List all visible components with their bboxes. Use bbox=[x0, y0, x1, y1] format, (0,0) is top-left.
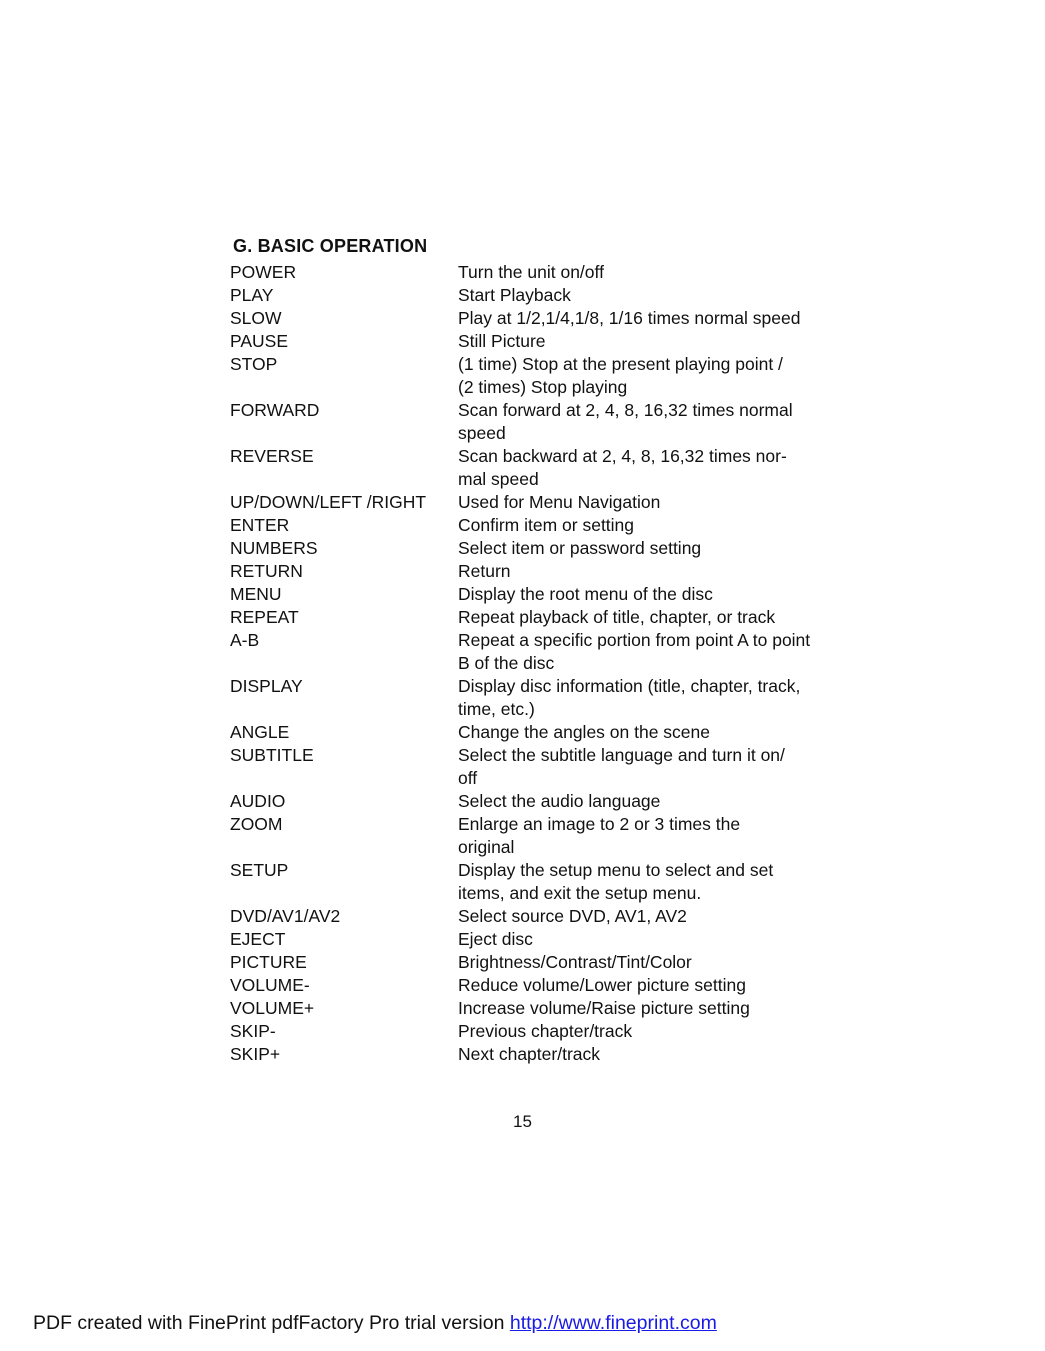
operation-key: POWER bbox=[230, 262, 297, 282]
operation-description-line: Change the angles on the scene bbox=[458, 722, 710, 742]
operation-description-line: mal speed bbox=[458, 469, 539, 489]
operation-description-line: Previous chapter/track bbox=[458, 1021, 633, 1041]
operation-description bbox=[458, 560, 820, 583]
operation-description bbox=[458, 445, 820, 491]
operation-description bbox=[458, 974, 820, 997]
operation-description bbox=[458, 284, 820, 307]
pdf-footer bbox=[33, 1312, 717, 1335]
operation-description-line: Next chapter/track bbox=[458, 1044, 600, 1064]
operation-row bbox=[230, 537, 830, 560]
operation-row bbox=[230, 629, 830, 675]
operation-description-line: Repeat a specific portion from point A to point bbox=[458, 630, 811, 650]
operation-key: EJECT bbox=[230, 929, 286, 949]
operation-key: SLOW bbox=[230, 308, 282, 328]
operation-description bbox=[458, 307, 820, 330]
operation-description bbox=[458, 1043, 820, 1066]
operation-description bbox=[458, 928, 820, 951]
operation-row bbox=[230, 583, 830, 606]
footer-link[interactable]: http://www.fineprint.com bbox=[509, 1312, 717, 1334]
operation-description bbox=[458, 790, 820, 813]
operation-description-line: off bbox=[458, 768, 478, 788]
operation-description-line: Select source DVD, AV1, AV2 bbox=[458, 906, 687, 926]
operation-key: REPEAT bbox=[230, 607, 299, 627]
operation-description-line: Repeat playback of title, chapter, or track bbox=[458, 607, 776, 627]
operation-description-line: Increase volume/Raise picture setting bbox=[458, 998, 750, 1018]
operation-row bbox=[230, 744, 830, 790]
operation-row bbox=[230, 721, 830, 744]
operation-row bbox=[230, 1020, 830, 1043]
operation-key: ZOOM bbox=[230, 814, 283, 834]
operation-key: REVERSE bbox=[230, 446, 314, 466]
operation-key: NUMBERS bbox=[230, 538, 318, 558]
operation-description-line: (1 time) Stop at the present playing point / bbox=[458, 354, 783, 374]
operation-description-line: Confirm item or setting bbox=[458, 515, 635, 535]
operation-row bbox=[230, 330, 830, 353]
operation-key: ENTER bbox=[230, 515, 290, 535]
operation-description bbox=[458, 583, 820, 606]
operation-key: VOLUME+ bbox=[230, 998, 315, 1018]
operation-row bbox=[230, 790, 830, 813]
operation-key: RETURN bbox=[230, 561, 303, 581]
operation-row bbox=[230, 951, 830, 974]
operation-row bbox=[230, 1043, 830, 1066]
operation-row bbox=[230, 560, 830, 583]
operation-description-line: Select the subtitle language and turn it on/ bbox=[458, 745, 785, 765]
operation-row bbox=[230, 675, 830, 721]
footer-text: PDF created with FinePrint pdfFactory Pro trial version bbox=[33, 1312, 510, 1334]
operation-description-line: Turn the unit on/off bbox=[458, 262, 604, 282]
operation-description bbox=[458, 951, 820, 974]
operation-key: STOP bbox=[230, 354, 278, 374]
operation-key: AUDIO bbox=[230, 791, 286, 811]
operation-key: PLAY bbox=[230, 285, 274, 305]
operation-key: ANGLE bbox=[230, 722, 290, 742]
operation-row bbox=[230, 284, 830, 307]
operation-description-line: Play at 1/2,1/4,1/8, 1/16 times normal speed bbox=[458, 308, 801, 328]
operation-description-line: Return bbox=[458, 561, 511, 581]
operation-row bbox=[230, 445, 830, 491]
operation-key: SUBTITLE bbox=[230, 745, 314, 765]
operation-row bbox=[230, 813, 830, 859]
operation-row bbox=[230, 859, 830, 905]
operation-description-line: Select the audio language bbox=[458, 791, 661, 811]
operation-description-line: Brightness/Contrast/Tint/Color bbox=[458, 952, 692, 972]
operation-description-line: original bbox=[458, 837, 515, 857]
operation-description bbox=[458, 905, 820, 928]
operation-description-line: (2 times) Stop playing bbox=[458, 377, 628, 397]
operation-row bbox=[230, 905, 830, 928]
operation-row bbox=[230, 514, 830, 537]
operation-description bbox=[458, 1020, 820, 1043]
operation-key: DISPLAY bbox=[230, 676, 303, 696]
operation-description-line: speed bbox=[458, 423, 506, 443]
operation-key: UP/DOWN/LEFT /RIGHT bbox=[230, 492, 427, 512]
operation-row bbox=[230, 997, 830, 1020]
operation-row bbox=[230, 928, 830, 951]
operation-key: DVD/AV1/AV2 bbox=[230, 906, 341, 926]
operation-description bbox=[458, 537, 820, 560]
operation-row bbox=[230, 261, 830, 284]
operation-description-line: B of the disc bbox=[458, 653, 555, 673]
operation-description-line: Reduce volume/Lower picture setting bbox=[458, 975, 746, 995]
operation-description-line: Still Picture bbox=[458, 331, 546, 351]
operation-description-line: Display the root menu of the disc bbox=[458, 584, 713, 604]
operation-row bbox=[230, 606, 830, 629]
operation-description bbox=[458, 261, 820, 284]
operation-key: SKIP+ bbox=[230, 1044, 281, 1064]
operation-key: FORWARD bbox=[230, 400, 320, 420]
operation-key: PAUSE bbox=[230, 331, 289, 351]
operation-key: PICTURE bbox=[230, 952, 307, 972]
operation-description-line: Start Playback bbox=[458, 285, 571, 305]
operation-description-line: Scan backward at 2, 4, 8, 16,32 times nor- bbox=[458, 446, 787, 466]
operation-row bbox=[230, 399, 830, 445]
operation-description bbox=[458, 353, 820, 399]
operation-description-line: Enlarge an image to 2 or 3 times the bbox=[458, 814, 741, 834]
section-title: G. BASIC OPERATION bbox=[233, 236, 428, 256]
operation-key: A-B bbox=[230, 630, 260, 650]
operation-key: SKIP- bbox=[230, 1021, 276, 1041]
operation-description bbox=[458, 399, 820, 445]
operation-description-line: Select item or password setting bbox=[458, 538, 702, 558]
operation-description bbox=[458, 721, 820, 744]
operation-description-line: Used for Menu Navigation bbox=[458, 492, 661, 512]
operation-description bbox=[458, 629, 820, 675]
operation-description bbox=[458, 859, 820, 905]
operation-description-line: Display disc information (title, chapter, track, bbox=[458, 676, 801, 696]
operation-description bbox=[458, 997, 820, 1020]
operation-row bbox=[230, 974, 830, 997]
operation-row bbox=[230, 307, 830, 330]
operation-description bbox=[458, 675, 820, 721]
operations-list bbox=[230, 261, 830, 1066]
operation-description-line: items, and exit the setup menu. bbox=[458, 883, 702, 903]
operation-key: MENU bbox=[230, 584, 282, 604]
operation-description bbox=[458, 744, 820, 790]
operation-key: VOLUME- bbox=[230, 975, 310, 995]
operation-row bbox=[230, 353, 830, 399]
operation-description bbox=[458, 813, 820, 859]
operation-description-line: time, etc.) bbox=[458, 699, 535, 719]
operation-description-line: Display the setup menu to select and set bbox=[458, 860, 774, 880]
operation-description bbox=[458, 606, 820, 629]
operation-description bbox=[458, 330, 820, 353]
operation-key: SETUP bbox=[230, 860, 289, 880]
operation-description-line: Scan forward at 2, 4, 8, 16,32 times normal bbox=[458, 400, 793, 420]
operation-description bbox=[458, 514, 820, 537]
operation-description-line: Eject disc bbox=[458, 929, 533, 949]
operation-row bbox=[230, 491, 830, 514]
operation-description bbox=[458, 491, 820, 514]
page-number: 15 bbox=[513, 1112, 532, 1131]
